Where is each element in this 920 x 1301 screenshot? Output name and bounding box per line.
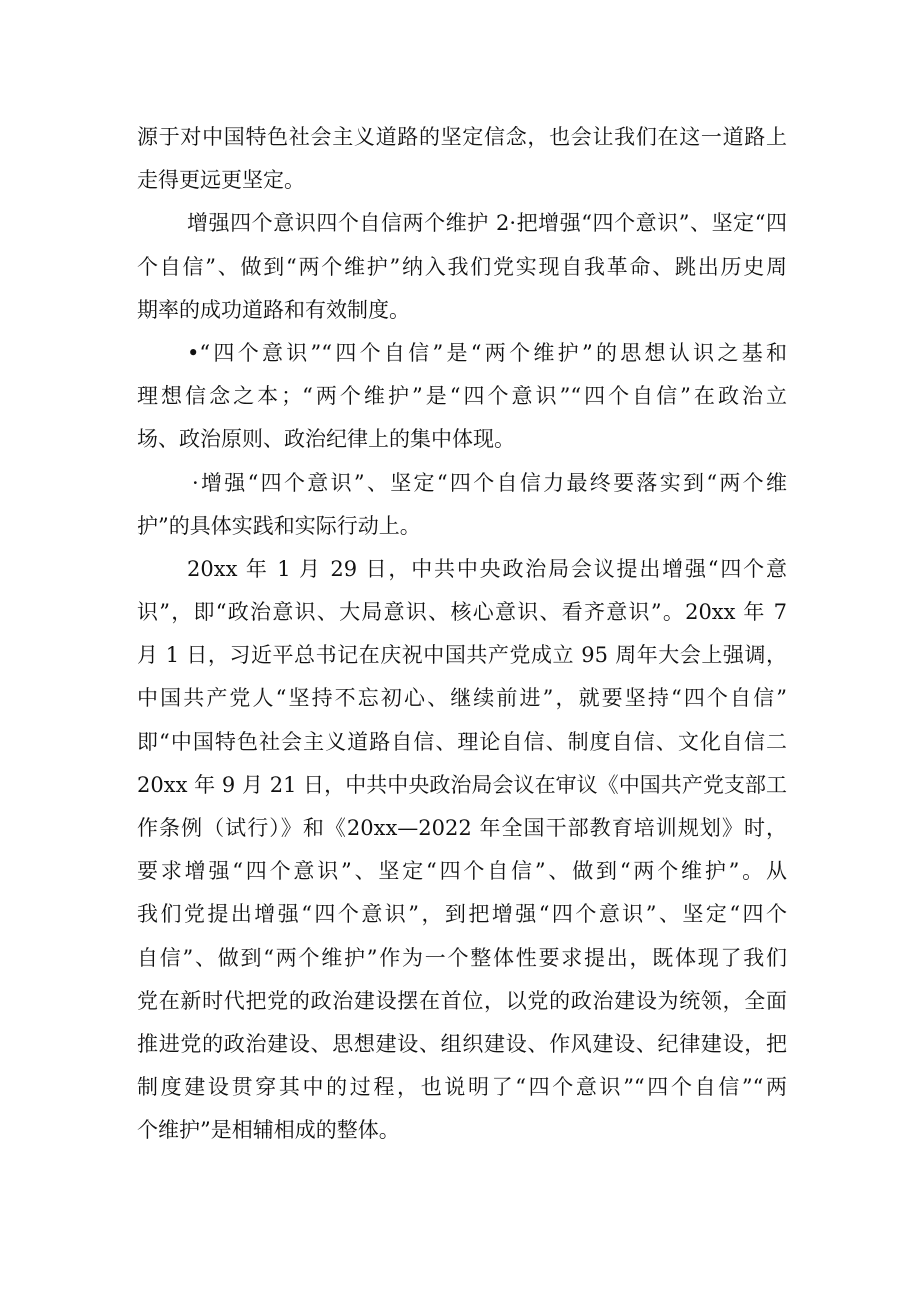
text-line: 自信”、做到“两个维护”作为一个整体性要求提出，既体现了我们: [137, 945, 787, 970]
text-line: 推进党的政治建设、思想建设、组织建设、作风建设、纪律建设，把: [137, 1031, 787, 1056]
text-line: 20xx 年 9 月 21 日，中共中央政治局会议在审议《中国共产党支部工: [137, 772, 787, 797]
text-line: 党在新时代把党的政治建设摆在首位，以党的政治建设为统领，全面: [137, 988, 787, 1013]
document-body: [137, 116, 787, 1153]
text-line: 作条例（试行）》和《20xx—2022 年全国干部教育培训规划》时，: [137, 816, 787, 840]
paragraph: [137, 462, 787, 548]
text-line: 源于对中国特色社会主义道路的坚定信念，也会让我们在这一道路上: [137, 125, 787, 149]
text-line: 个自信”、做到“两个维护”纳入我们党实现自我革命、跳出历史周: [137, 254, 787, 279]
text-line: 识”，即“政治意识、大局意识、核心意识、看齐意识”。20xx 年 7: [137, 600, 787, 625]
text-line: 护”的具体实践和实际行动上。: [137, 513, 421, 538]
text-line: 20xx 年 1 月 29 日，中共中央政治局会议提出增强“四个意: [187, 556, 787, 581]
text-line: 场、政治原则、政治纪律上的集中体现。: [137, 427, 515, 452]
text-line: 个维护”是相辅相成的整体。: [137, 1118, 400, 1143]
text-line: 增强四个意识四个自信两个维护 2·把增强“四个意识”、坚定“四: [187, 211, 787, 236]
paragraph: [137, 116, 787, 202]
text-line: 制度建设贯穿其中的过程，也说明了“四个意识”“四个自信”“两: [137, 1075, 787, 1100]
text-line: 要求增强“四个意识”、坚定“四个自信”、做到“两个维护”。从: [137, 859, 787, 884]
text-line: 中国共产党人“坚持不忘初心、继续前进”，就要坚持“四个自信”: [137, 686, 787, 711]
text-line: 即“中国特色社会主义道路自信、理论自信、制度自信、文化自信二: [137, 729, 787, 754]
paragraph: [137, 548, 787, 1153]
text-line: 理想信念之本；“两个维护”是“四个意识”“四个自信”在政治立: [137, 384, 787, 409]
paragraph: [137, 202, 787, 332]
text-line: 期率的成功道路和有效制度。: [137, 297, 410, 322]
text-line: 月 1 日，习近平总书记在庆祝中国共产党成立 95 周年大会上强调，: [137, 643, 787, 668]
text-line: 我们党提出增强“四个意识”，到把增强“四个意识”、坚定“四个: [137, 902, 787, 927]
text-line: ·增强“四个意识”、坚定“四个自信力最终要落实到“两个维: [192, 470, 787, 495]
paragraph: [137, 332, 787, 462]
text-line: •“四个意识”“四个自信”是“两个维护”的思想认识之基和: [187, 340, 787, 365]
text-line: 走得更远更坚定。: [137, 168, 305, 193]
